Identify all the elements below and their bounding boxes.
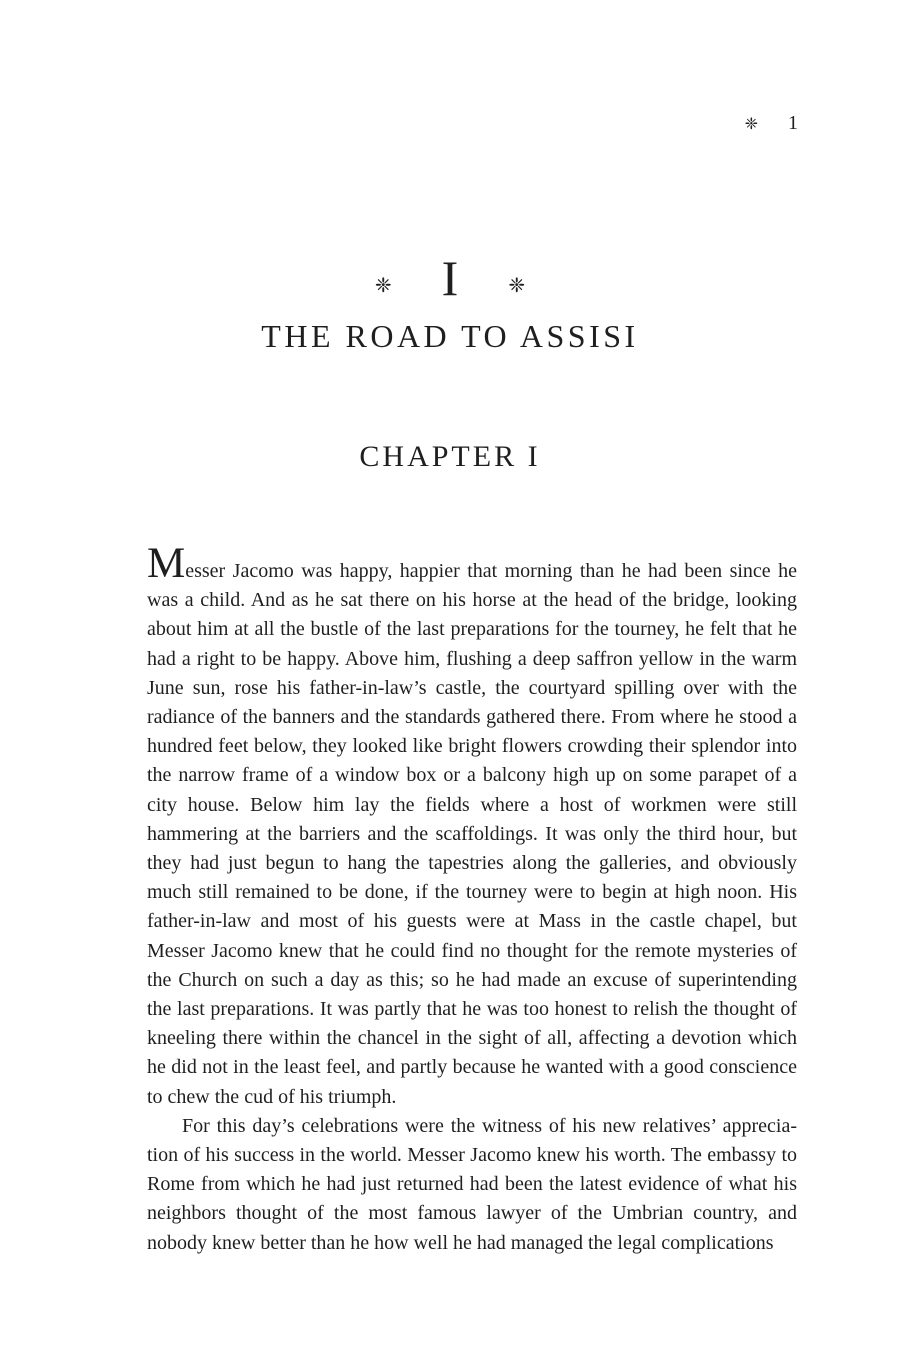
body-text [147, 540, 797, 1258]
part-number-row [0, 250, 900, 306]
snowflake-ornament-icon: ❈ [508, 273, 526, 297]
paragraph: For this day’s celebrations were the witness of his new relatives’ appreciation of his success in the world. Messer Jacomo knew his worth. The embassy to Rome from which he had just returned had been the latest evidence of what his neighbors thought of the most famous lawyer of the Umbrian country, and nobody knew better than he how well he had managed the legal complications [147, 1114, 797, 1254]
part-title: THE ROAD TO ASSISI [261, 318, 639, 354]
part-heading [0, 250, 900, 355]
running-head [745, 112, 798, 135]
chapter-title: CHAPTER I [359, 440, 541, 473]
page-number: 1 [788, 112, 798, 134]
drop-cap: M [147, 540, 186, 587]
snowflake-ornament-icon: ❈ [374, 273, 392, 297]
paragraph [147, 540, 797, 1112]
paragraph-text: esser Jacomo was happy, happier that morning than he had been since he was a child. And as he sat there on his horse at the head of the bridge, looking about him at all the bustle of the last preparations for the tourney, he felt that he had a right to be happy. Above him, flushing a deep saffron yellow in the warm June sun, rose his father-in-law’s castle, the courtyard spilling over with the radiance of the banners and the standards gathered there. From where he stood a hundred feet below, they looked like bright flowers crowding their splendor into the narrow frame of a window box or a balcony high up on some parapet of a city house. Below him lay the fields where a host of workmen were still hammering at the barriers and the scaffoldings. It was only the third hour, but they had just begun to hang the tapestries along the galleries, and obviously much still remained to be done, if the tourney were to begin at high noon. His father-in-law and most of his guests were at Mass in the castle chapel, but Messer Jacomo knew that he could find no thought for the remote mysteries of the Church on such a day as this; so he had made an excuse of superintending the last preparations. It was partly that he was too honest to relish the thought of kneeling there within the chancel in the sight of all, affecting a devotion which he did not in the least feel, and partly because he wanted with a good conscience to chew the cud of his triumph. [147, 560, 797, 1108]
part-number: I [441, 250, 459, 306]
snowflake-ornament-icon: ❈ [744, 113, 758, 133]
